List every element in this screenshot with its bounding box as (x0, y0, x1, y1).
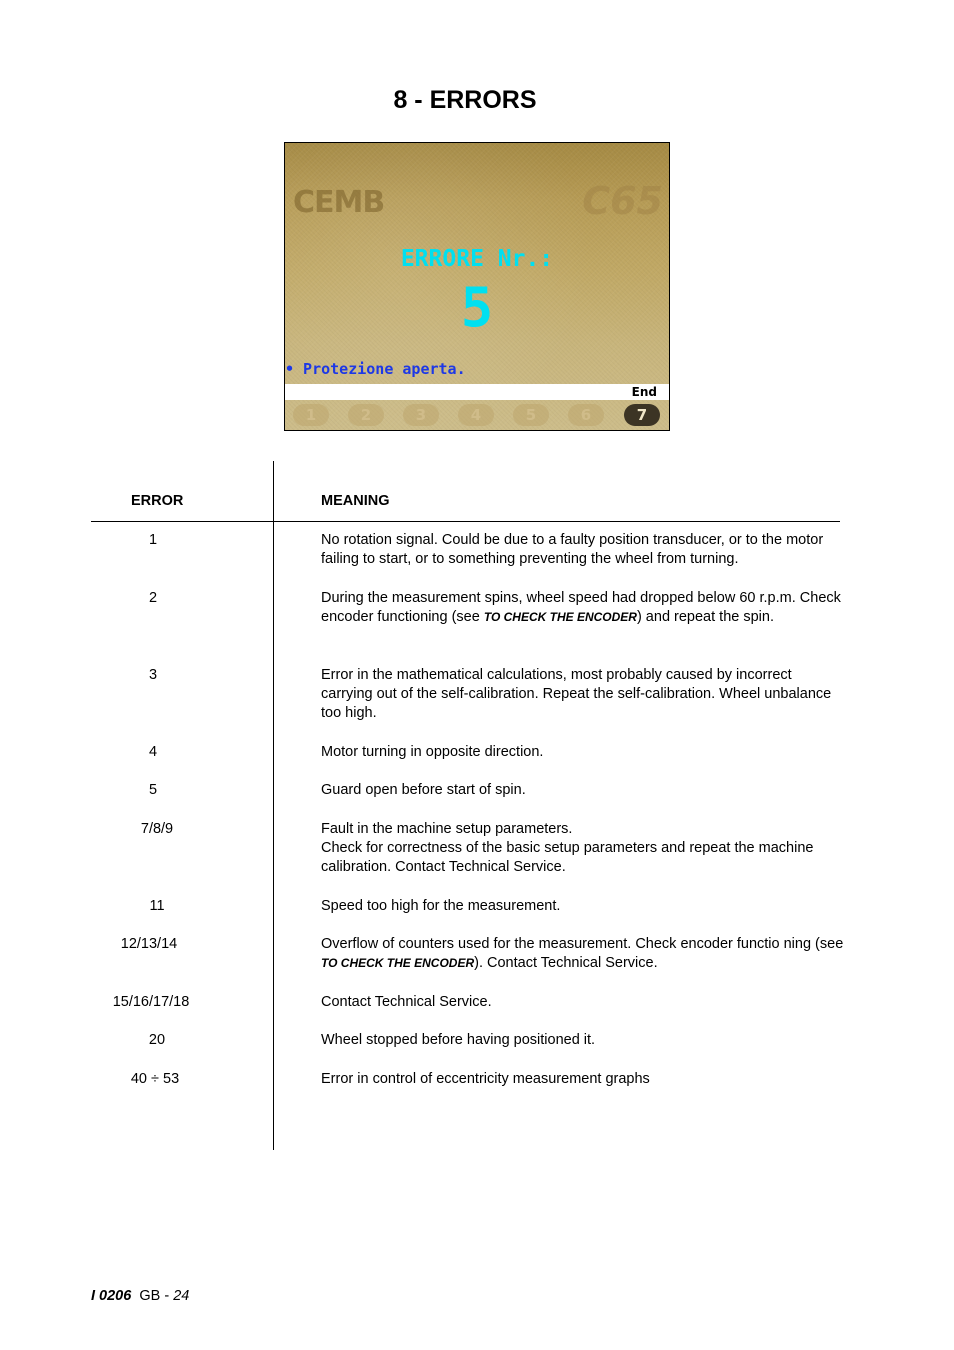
error-meaning: No rotation signal. Could be due to a faulty position transducer, or to the motor failing to start, or to something preventing the wheel from turning. (321, 532, 824, 567)
meaning-line: Check for correctness of the basic setup parameters and repeat the machine calibration. Contact Technical Service. (321, 840, 814, 875)
page-title: 8 - ERRORS (393, 86, 537, 114)
meaning-column-header: MEANING (321, 493, 390, 509)
footer-separator: - (160, 1288, 174, 1304)
error-meaning: Contact Technical Service. (321, 994, 492, 1010)
error-meaning (321, 589, 846, 627)
error-code: 20 (148, 1032, 166, 1048)
error-label: ERRORE Nr.: (400, 246, 554, 272)
error-code: 5 (148, 782, 158, 798)
meaning-line: Fault in the machine setup parameters. (321, 821, 573, 837)
meaning-text: ) and repeat the spin. (636, 609, 774, 625)
error-code: 11 (149, 898, 165, 914)
error-code: 2 (148, 590, 158, 606)
machine-screen-image (284, 142, 670, 431)
meaning-text: During the measurement spins, wheel speed had dropped below 60 r.p.m. Check encoder functioning (see (321, 590, 841, 625)
error-meaning: Wheel stopped before having positioned it. (321, 1032, 596, 1048)
error-meaning (321, 935, 846, 973)
error-meaning: Motor turning in opposite direction. (321, 744, 544, 760)
function-key-4: 4 (458, 404, 494, 426)
meaning-text: Overflow of counters used for the measurement. Check encoder functio ning (see (321, 936, 844, 952)
error-meaning: Guard open before start of spin. (321, 782, 526, 798)
error-meaning: Error in control of eccentricity measurement graphs (321, 1071, 650, 1087)
encoder-reference: TO CHECK THE ENCODER (483, 610, 637, 624)
function-key-1: 1 (293, 404, 329, 426)
error-message: • Protezione aperta. (285, 360, 466, 378)
encoder-reference: TO CHECK THE ENCODER (321, 956, 475, 970)
doc-language: GB (139, 1288, 161, 1304)
function-key-7: 7 (624, 404, 660, 426)
error-code: 3 (148, 667, 158, 683)
error-code: 1 (148, 532, 158, 548)
error-code: 7/8/9 (140, 821, 174, 837)
error-number: 5 (460, 276, 494, 339)
error-code: 12/13/14 (120, 936, 178, 952)
end-bar (285, 384, 669, 400)
model-logo: C65 (582, 179, 663, 223)
end-label: End (631, 385, 657, 399)
function-keys (285, 401, 669, 430)
error-column-header: ERROR (131, 493, 184, 509)
function-key-6: 6 (568, 404, 604, 426)
doc-code: I 0206 (91, 1288, 132, 1304)
function-key-2: 2 (348, 404, 384, 426)
meaning-text: ). Contact Technical Service. (474, 955, 658, 971)
page-number: 24 (173, 1288, 190, 1304)
brand-logo: CEMB (293, 185, 385, 220)
table-header-rule (91, 521, 840, 522)
function-key-3: 3 (403, 404, 439, 426)
error-meaning (321, 820, 846, 877)
error-code: 15/16/17/18 (112, 994, 190, 1010)
table-column-divider (273, 461, 274, 1150)
function-key-5: 5 (513, 404, 549, 426)
error-meaning: Error in the mathematical calculations, most probably caused by incorrect carrying out of the self-calibration. Repeat the self-calibration. Wheel unbalance too high. (321, 667, 832, 721)
error-code: 40 ÷ 53 (130, 1071, 180, 1087)
error-meaning: Speed too high for the measurement. (321, 898, 561, 914)
error-code: 4 (148, 744, 158, 760)
page-footer (91, 1288, 189, 1304)
